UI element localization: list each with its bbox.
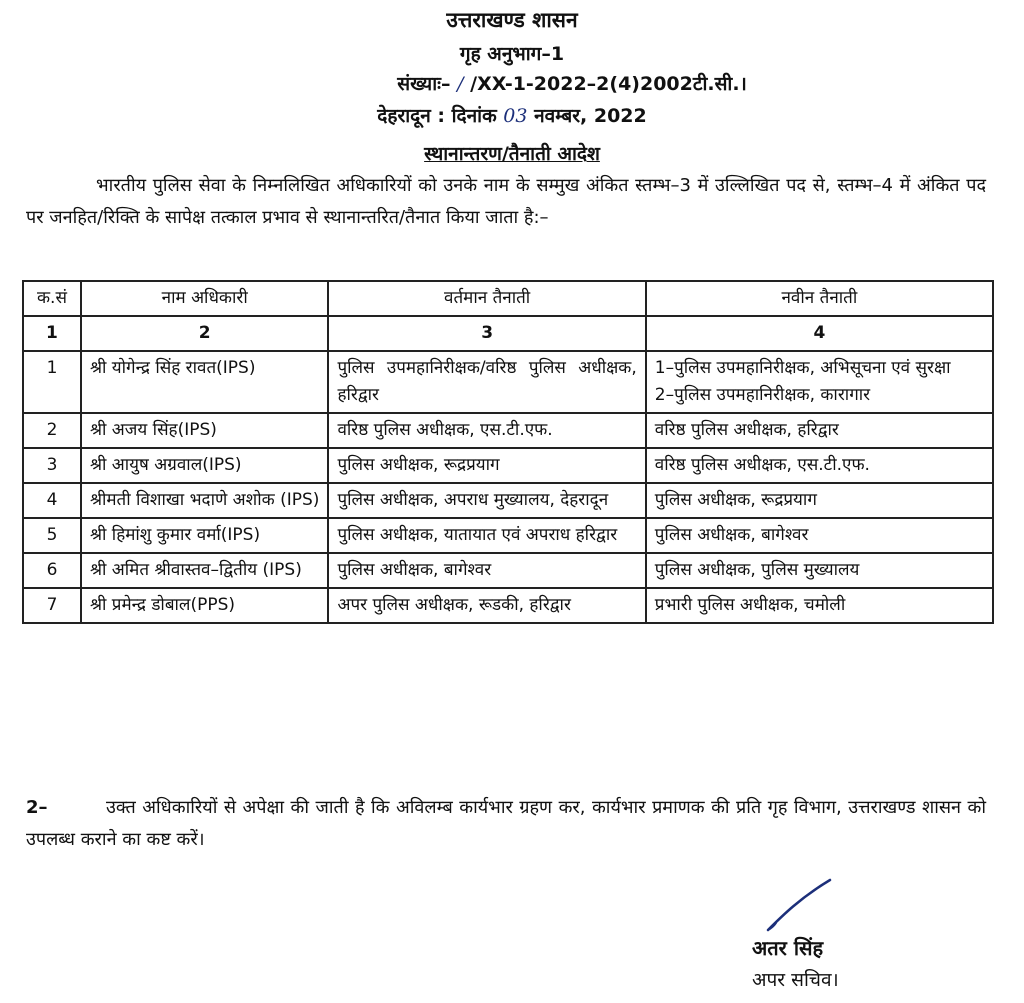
officer-name-cell: श्री आयुष अग्रवाल(IPS) <box>81 448 329 483</box>
serial-cell: 3 <box>23 448 81 483</box>
order-number-label: संख्याः– <box>397 73 451 95</box>
government-heading: उत्तराखण्ड शासन <box>446 8 578 32</box>
column-number: 2 <box>81 316 329 351</box>
column-number: 1 <box>23 316 81 351</box>
officer-name-cell: श्री अजय सिंह(IPS) <box>81 413 329 448</box>
column-number: 4 <box>646 316 993 351</box>
signature-mark <box>760 876 840 936</box>
serial-cell: 4 <box>23 483 81 518</box>
serial-cell: 1 <box>23 351 81 413</box>
column-number-row <box>23 316 993 351</box>
current-posting-cell: पुलिस उपमहानिरीक्षक/वरिष्ठ पुलिस अधीक्षक, हरिद्वार <box>328 351 645 413</box>
current-posting-cell: वरिष्ठ पुलिस अधीक्षक, एस.टी.एफ. <box>328 413 645 448</box>
new-posting-cell: पुलिस अधीक्षक, रूद्रप्रयाग <box>646 483 993 518</box>
table-row <box>23 351 993 413</box>
officer-name-cell: श्री प्रमेन्द्र डोबाल(PPS) <box>81 588 329 623</box>
header-serial: क.सं <box>23 281 81 316</box>
paragraph-2-text: उक्त अधिकारियों से अपेक्षा की जाती है कि अविलम्ब कार्यभार ग्रहण कर, कार्यभार प्रमाणक की प्रति गृह विभाग, उत्तराखण्ड शासन को उपलब्ध कराने का कष्ट करें। <box>26 797 986 850</box>
table-row <box>23 553 993 588</box>
serial-cell: 7 <box>23 588 81 623</box>
table-row <box>23 588 993 623</box>
order-number-handwritten: / <box>457 73 464 95</box>
new-posting-cell <box>646 351 993 413</box>
table-row <box>23 448 993 483</box>
current-posting-cell: पुलिस अधीक्षक, यातायात एवं अपराध हरिद्वार <box>328 518 645 553</box>
current-posting-cell: पुलिस अधीक्षक, बागेश्वर <box>328 553 645 588</box>
intro-paragraph: भारतीय पुलिस सेवा के निम्नलिखित अधिकारियों को उनके नाम के सम्मुख अंकित स्तम्भ–3 में उल्लिखित पद से, स्तम्भ–4 में अंकित पद पर जनहित/रिक्ति के सापेक्ष तत्काल प्रभाव से स्थानान्तरित/तैनात किया जाता है:– <box>26 175 986 228</box>
header-new-posting: नवीन तैनाती <box>646 281 993 316</box>
new-posting-cell: वरिष्ठ पुलिस अधीक्षक, एस.टी.एफ. <box>646 448 993 483</box>
serial-cell: 5 <box>23 518 81 553</box>
table-row <box>23 413 993 448</box>
new-posting-line: 1–पुलिस उपमहानिरीक्षक, अभिसूचना एवं सुरक्षा <box>654 358 951 378</box>
new-posting-cell: पुलिस अधीक्षक, पुलिस मुख्यालय <box>646 553 993 588</box>
new-posting-cell: वरिष्ठ पुलिस अधीक्षक, हरिद्वार <box>646 413 993 448</box>
transfer-table <box>22 280 994 624</box>
serial-cell: 2 <box>23 413 81 448</box>
officer-name-cell: श्रीमती विशाखा भदाणे अशोक (IPS) <box>81 483 329 518</box>
signatory-designation: अपर सचिव। <box>752 969 839 991</box>
date-day-handwritten: 03 <box>503 105 528 127</box>
section-heading: गृह अनुभाग–1 <box>459 43 565 65</box>
column-number: 3 <box>328 316 645 351</box>
new-posting-cell: पुलिस अधीक्षक, बागेश्वर <box>646 518 993 553</box>
current-posting-cell: पुलिस अधीक्षक, अपराध मुख्यालय, देहरादून <box>328 483 645 518</box>
order-title: स्थानान्तरण/तैनाती आदेश <box>424 143 600 165</box>
current-posting-cell: पुलिस अधीक्षक, रूद्रप्रयाग <box>328 448 645 483</box>
officer-name-cell: श्री अमित श्रीवास्तव–द्वितीय (IPS) <box>81 553 329 588</box>
officer-name-cell: श्री हिमांशु कुमार वर्मा(IPS) <box>81 518 329 553</box>
place-date-prefix: देहरादून : दिनांक <box>377 105 497 127</box>
signatory-name: अतर सिंह <box>752 936 824 960</box>
place-date-line <box>0 102 1024 128</box>
table-row <box>23 483 993 518</box>
order-number-line <box>60 70 1024 96</box>
header-officer-name: नाम अधिकारी <box>81 281 329 316</box>
new-posting-cell: प्रभारी पुलिस अधीक्षक, चमोली <box>646 588 993 623</box>
order-number-value: /XX-1-2022–2(4)2002टी.सी.। <box>470 73 747 95</box>
header-current-posting: वर्तमान तैनाती <box>328 281 645 316</box>
current-posting-cell: अपर पुलिस अधीक्षक, रूडकी, हरिद्वार <box>328 588 645 623</box>
paragraph-number: 2– <box>26 797 48 818</box>
date-rest: नवम्बर, 2022 <box>534 105 647 127</box>
table-header-row <box>23 281 993 316</box>
paragraph-2 <box>26 792 986 856</box>
officer-name-cell: श्री योगेन्द्र सिंह रावत(IPS) <box>81 351 329 413</box>
serial-cell: 6 <box>23 553 81 588</box>
new-posting-line: 2–पुलिस उपमहानिरीक्षक, कारागार <box>654 385 871 405</box>
table-row <box>23 518 993 553</box>
